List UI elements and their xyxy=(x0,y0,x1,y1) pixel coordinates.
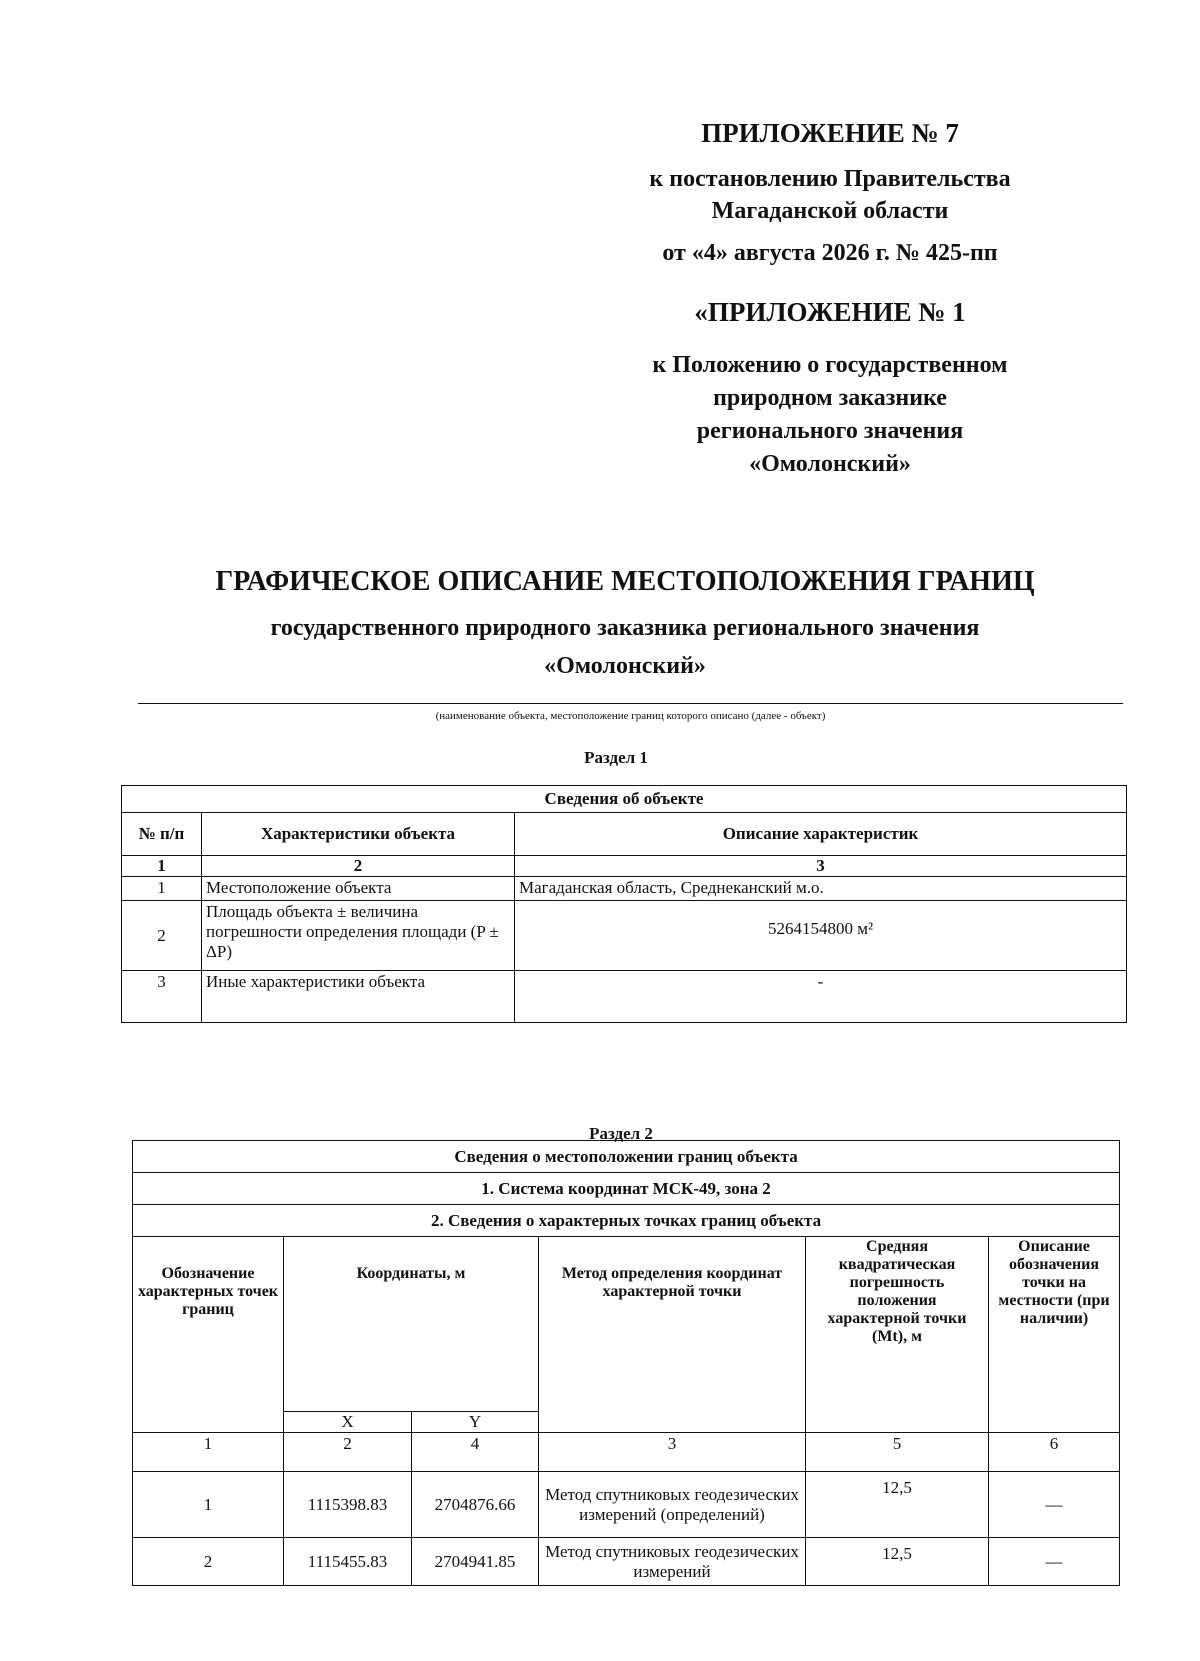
points-caption: 2. Сведения о характерных точках границ объекта xyxy=(133,1205,1120,1237)
row-characteristic: Площадь объекта ± величина погрешности определения площади (P ± ΔP) xyxy=(202,901,515,971)
point-x: 1115455.83 xyxy=(284,1538,412,1586)
col-number: 2 xyxy=(284,1433,412,1472)
point-method: Метод спутниковых геодезических измерений xyxy=(539,1538,806,1586)
object-info-table xyxy=(121,785,1127,1023)
col-header-characteristics: Характеристики объекта xyxy=(202,813,515,856)
col-number: 6 xyxy=(989,1433,1120,1472)
col-header-y: Y xyxy=(412,1412,539,1433)
table-row xyxy=(133,1538,1120,1586)
col-header-description: Описание характеристик xyxy=(515,813,1127,856)
table-row xyxy=(122,877,1127,901)
row-num: 2 xyxy=(122,901,202,971)
col-header-num: № п/п xyxy=(122,813,202,856)
row-num: 1 xyxy=(122,877,202,901)
regulation-line-4: «Омолонский» xyxy=(749,451,911,477)
decree-reference xyxy=(600,163,1060,227)
point-y: 2704876.66 xyxy=(412,1472,539,1538)
subtitle-line-1: государственного природного заказника регионального значения xyxy=(270,615,980,641)
regulation-line-2: природном заказнике xyxy=(713,385,947,411)
object-name-caption: (наименование объекта, местоположение границ которого описано (далее - объект) xyxy=(435,710,826,722)
appendix-1-heading: «ПРИЛОЖЕНИЕ № 1 xyxy=(694,297,966,327)
row-characteristic: Иные характеристики объекта xyxy=(202,971,515,1023)
regulation-line-3: регионального значения xyxy=(696,418,964,444)
document-subtitle xyxy=(140,609,1110,685)
regulation-line-1: к Положению о государственном xyxy=(652,352,1008,378)
col-header-x: X xyxy=(284,1412,412,1433)
regulation-reference xyxy=(600,349,1060,481)
appendix-7-heading: ПРИЛОЖЕНИЕ № 7 xyxy=(701,118,959,148)
decree-date: от «4» августа 2026 г. № 425-пп xyxy=(662,240,998,266)
point-y: 2704941.85 xyxy=(412,1538,539,1586)
row-description: - xyxy=(515,971,1127,1023)
col-number: 5 xyxy=(806,1433,989,1472)
section-1-label: Раздел 1 xyxy=(584,748,648,767)
point-method: Метод спутниковых геодезических измерений (определений) xyxy=(539,1472,806,1538)
col-number: 1 xyxy=(122,856,202,877)
col-header-designation: Обозначение характерных точек границ xyxy=(133,1237,284,1433)
col-number: 3 xyxy=(515,856,1127,877)
table-row xyxy=(122,971,1127,1023)
col-header-method: Метод определения координат характерной точки xyxy=(539,1237,806,1433)
point-desc: — xyxy=(989,1538,1120,1586)
col-number: 2 xyxy=(202,856,515,877)
table-row xyxy=(133,1472,1120,1538)
section-2-label: Раздел 2 xyxy=(589,1124,653,1143)
point-desc: — xyxy=(989,1472,1120,1538)
decree-line-2: Магаданской области xyxy=(711,198,949,224)
object-info-caption: Сведения об объекте xyxy=(122,786,1127,813)
col-header-error: Средняя квадратическая погрешность положения характерной точки (Mt), м xyxy=(806,1237,989,1433)
col-header-coords: Координаты, м xyxy=(284,1237,539,1412)
subtitle-line-2: «Омолонский» xyxy=(544,653,706,679)
document-title: ГРАФИЧЕСКОЕ ОПИСАНИЕ МЕСТОПОЛОЖЕНИЯ ГРАНИЦ xyxy=(215,566,1035,597)
col-number: 1 xyxy=(133,1433,284,1472)
row-num: 3 xyxy=(122,971,202,1023)
table-row xyxy=(122,901,1127,971)
boundary-points-table xyxy=(132,1140,1120,1586)
col-number: 3 xyxy=(539,1433,806,1472)
point-error: 12,5 xyxy=(806,1472,989,1538)
divider-line xyxy=(138,703,1123,704)
row-description: 5264154800 м² xyxy=(515,901,1127,971)
decree-line-1: к постановлению Правительства xyxy=(649,166,1011,192)
point-id: 2 xyxy=(133,1538,284,1586)
col-number: 4 xyxy=(412,1433,539,1472)
col-header-point-desc: Описание обозначения точки на местности (при наличии) xyxy=(989,1237,1120,1433)
point-id: 1 xyxy=(133,1472,284,1538)
boundary-info-caption: Сведения о местоположении границ объекта xyxy=(133,1141,1120,1173)
point-x: 1115398.83 xyxy=(284,1472,412,1538)
row-characteristic: Местоположение объекта xyxy=(202,877,515,901)
coordinate-system: 1. Система координат МСК-49, зона 2 xyxy=(133,1173,1120,1205)
point-error: 12,5 xyxy=(806,1538,989,1586)
row-description: Магаданская область, Среднеканский м.о. xyxy=(515,877,1127,901)
